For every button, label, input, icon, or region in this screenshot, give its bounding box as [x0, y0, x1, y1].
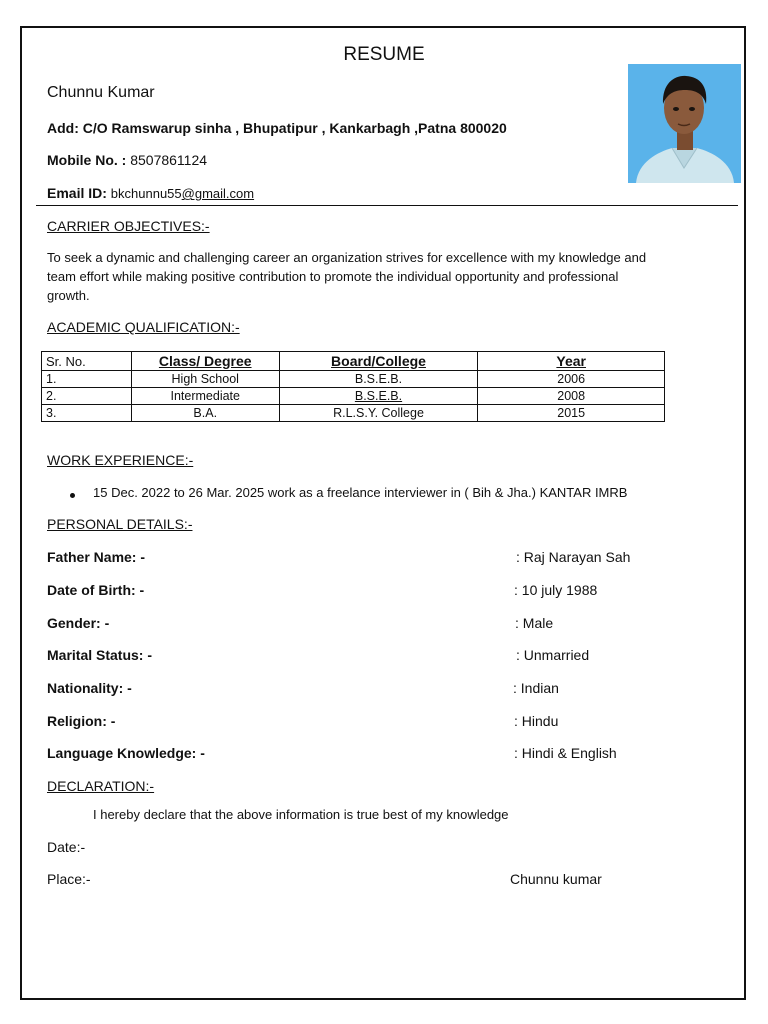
- objectives-heading: CARRIER OBJECTIVES:-: [47, 218, 210, 234]
- table-cell: 2015: [478, 405, 665, 422]
- personal-heading: PERSONAL DETAILS:-: [47, 516, 193, 532]
- personal-label-language: Language Knowledge: -: [47, 745, 205, 761]
- table-cell: 2.: [42, 388, 132, 405]
- academic-table: [41, 351, 665, 422]
- address-value: C/O Ramswarup sinha , Bhupatipur , Kankarbagh ,Patna 800020: [82, 120, 507, 136]
- personal-value-marital: : Unmarried: [516, 647, 590, 663]
- objectives-line: team effort while making positive contribution to promote the individual opportunity and professional: [47, 269, 619, 284]
- declaration-heading: DECLARATION:-: [47, 778, 155, 794]
- personal-value-father: : Raj Narayan Sah: [516, 549, 631, 565]
- table-row: [42, 405, 665, 422]
- mobile-value: 8507861124: [130, 152, 208, 168]
- personal-label-nationality: Nationality: -: [47, 680, 132, 696]
- personal-label-father: Father Name: -: [47, 549, 146, 565]
- table-cell: 3.: [42, 405, 132, 422]
- date-label: Date:-: [47, 839, 86, 855]
- email-line: [47, 185, 254, 201]
- objectives-line: growth.: [47, 288, 90, 303]
- email-domain: @gmail.com: [181, 186, 255, 201]
- email-user: bkchunnu55: [110, 186, 182, 201]
- table-row: [42, 388, 665, 405]
- personal-label-marital: Marital Status: -: [47, 647, 153, 663]
- table-cell: High School: [131, 371, 279, 388]
- header-divider: [36, 205, 738, 206]
- col-header-class: Class/ Degree: [131, 352, 279, 371]
- personal-value-nationality: : Indian: [513, 680, 559, 696]
- personal-value-dob: : 10 july 1988: [514, 582, 598, 598]
- work-heading: WORK EXPERIENCE:-: [47, 452, 194, 468]
- mobile-label: Mobile No. :: [47, 152, 127, 168]
- table-cell: B.A.: [131, 405, 279, 422]
- objectives-text: [47, 248, 717, 305]
- signature-name: Chunnu kumar: [510, 871, 602, 887]
- bullet-icon: [70, 493, 75, 498]
- table-cell: R.L.S.Y. College: [279, 405, 478, 422]
- profile-photo: [628, 64, 741, 183]
- personal-value-gender: : Male: [515, 615, 554, 631]
- personal-label-dob: Date of Birth: -: [47, 582, 145, 598]
- work-item: 15 Dec. 2022 to 26 Mar. 2025 work as a freelance interviewer in ( Bih & Jha.) KANTAR IMRB: [93, 485, 628, 500]
- table-cell: 2006: [478, 371, 665, 388]
- col-header-board: Board/College: [279, 352, 478, 371]
- table-cell: B.S.E.B.: [279, 371, 478, 388]
- personal-value-language: : Hindi & English: [514, 745, 617, 761]
- candidate-name: Chunnu Kumar: [47, 84, 155, 101]
- table-row: [42, 371, 665, 388]
- table-cell: Intermediate: [131, 388, 279, 405]
- address-line: [47, 120, 507, 136]
- address-label: Add:: [47, 120, 79, 136]
- resume-title: RESUME: [343, 44, 425, 65]
- table-header-row: [42, 352, 665, 371]
- email-value[interactable]: [111, 186, 254, 201]
- table-cell: [279, 388, 478, 405]
- col-header-year: Year: [478, 352, 665, 371]
- profile-photo-image: [628, 64, 741, 183]
- personal-label-religion: Religion: -: [47, 713, 116, 729]
- personal-label-gender: Gender: -: [47, 615, 110, 631]
- place-label: Place:-: [47, 871, 91, 887]
- declaration-text: I hereby declare that the above information is true best of my knowledge: [93, 807, 509, 822]
- table-cell: 2008: [478, 388, 665, 405]
- objectives-line: To seek a dynamic and challenging career an organization strives for excellence with my knowledge and: [47, 250, 647, 265]
- col-header-sr-no: Sr. No.: [42, 352, 132, 371]
- email-label: Email ID:: [47, 185, 107, 201]
- table-cell: 1.: [42, 371, 132, 388]
- personal-value-religion: : Hindu: [514, 713, 559, 729]
- table-cell-text: B.S.E.B.: [354, 388, 403, 403]
- academic-heading: ACADEMIC QUALIFICATION:-: [47, 319, 240, 335]
- mobile-line: [47, 152, 207, 168]
